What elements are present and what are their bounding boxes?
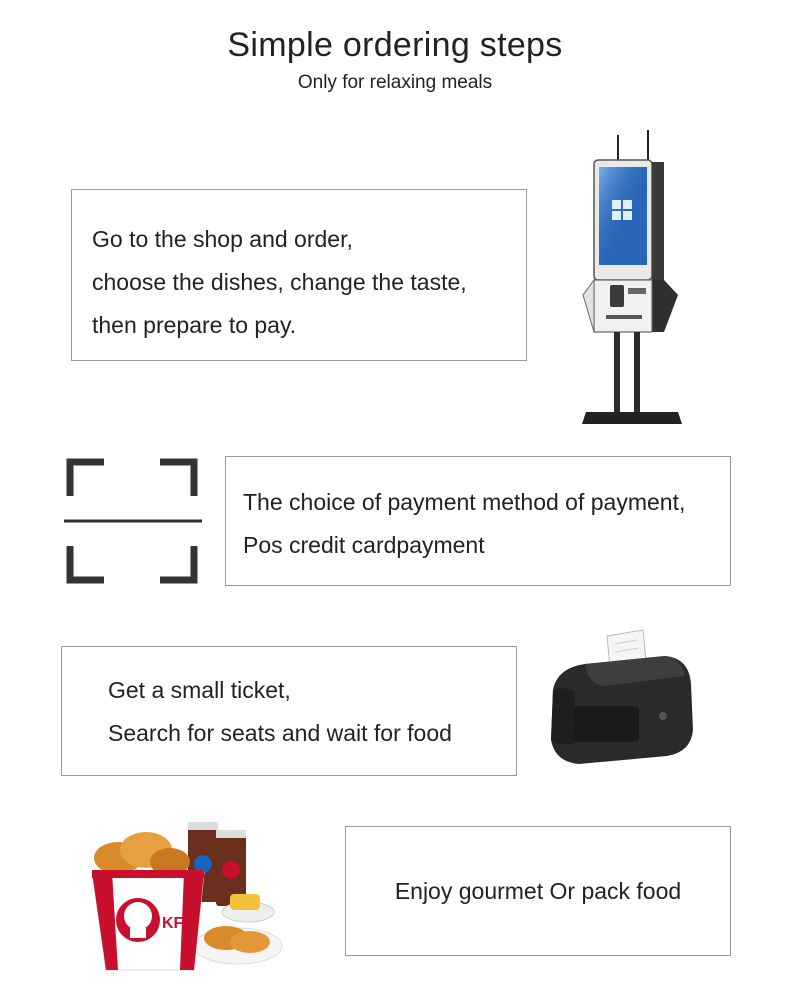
step-2-line-2: Pos credit cardpayment [243,532,485,558]
scan-frame-icon [64,456,204,588]
self-service-kiosk-image [578,130,682,430]
page-subtitle: Only for relaxing meals [297,72,493,93]
step-1-line-3: then prepare to pay. [92,312,297,338]
step-4-box [345,826,731,956]
receipt-printer-image [545,628,695,768]
step-1-line-1: Go to the shop and order, [92,226,353,252]
step-3-line-1: Get a small ticket, [108,677,291,703]
bucket-brand-text: KFC [162,915,195,932]
step-3-box [61,646,517,776]
step-1-box [71,189,527,361]
step-1-line-2: choose the dishes, change the taste, [92,269,467,295]
step-2-box [225,456,731,586]
fried-chicken-bucket-image [88,816,288,972]
step-3-line-2: Search for seats and wait for food [108,720,452,746]
step-4-line-1: Enjoy gourmet Or pack food [394,878,682,904]
page-title: Simple ordering steps [227,26,563,64]
step-2-line-1: The choice of payment method of payment, [243,489,686,515]
